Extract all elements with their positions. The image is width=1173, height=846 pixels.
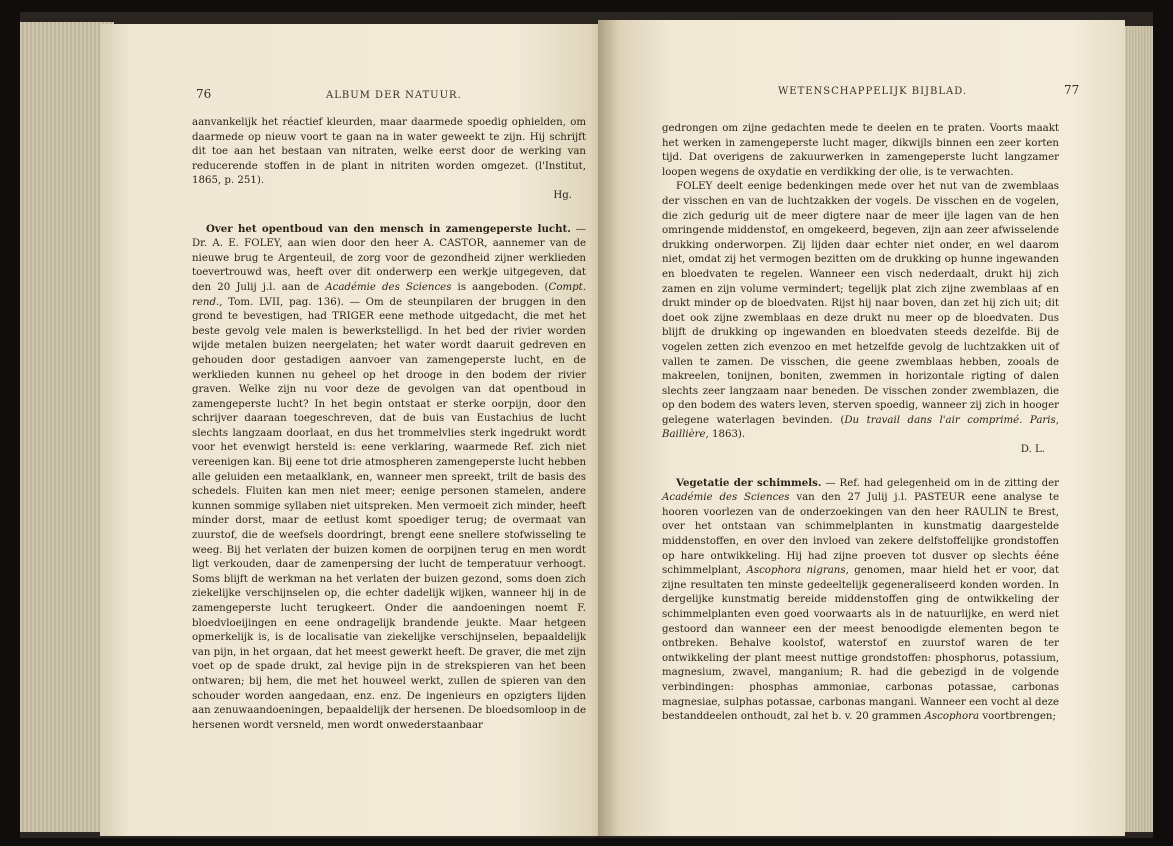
running-head: WETENSCHAPPELIJK BIJBLAD. — [778, 86, 968, 97]
running-head: ALBUM DER NATUUR. — [326, 90, 462, 101]
italic-text: Compt. rend. — [192, 281, 586, 308]
open-book — [20, 12, 1153, 838]
author-signature: D. L. — [1020, 444, 1045, 456]
italic-text: Académie des Sciences — [325, 281, 452, 293]
paragraph-text: aanvankelijk het réactief kleurden, maar daarmede spoedig ophielden, om daarmede op nieuw voort te gaan na in water geweekt te zijn. Hij schrijft dit toe aan het bestaan van nitraten, welke eerst door de werking van reducerende stoffen in de plant in nitriten worden omgezet. (l'Institut, 1865, p. 251). — [192, 117, 586, 187]
left-page-body — [192, 116, 586, 733]
paragraph-text: 1863). — [708, 429, 746, 441]
paragraph-text: is aangeboden. ( — [451, 281, 549, 293]
author-name: FOLEY — [676, 181, 713, 193]
article-paragraph — [662, 476, 1059, 725]
right-page — [598, 20, 1125, 836]
article-heading: Over het opentboud van den mensch in zamengeperste lucht. — [206, 222, 571, 235]
right-page-body — [662, 122, 1059, 725]
article-paragraph — [192, 222, 586, 734]
paragraph — [192, 116, 586, 189]
left-page — [100, 24, 616, 836]
author-signature: Hg. — [553, 189, 572, 201]
italic-text: Académie des Sciences — [662, 492, 790, 504]
article-heading: Vegetatie der schimmels. — [676, 476, 822, 489]
paragraph-text: van den 27 Julij j.l. PASTEUR eene analyse te hooren voorlezen van de onderzoekingen van den heer RAULIN te Brest, over het ontstaan van schimmelplanten in kunstmatig daargestelde middenstoffen, en over den invloed van zekere delfstoffelijke grondstoffen op hare ontwikkeling. Hij had zijne proeven tot dusver op slechts ééne schimmelplant, — [662, 492, 1059, 577]
paragraph-text: deelt eenige bedenkingen mede over het nut van de zwemblaas der visschen en van de luchtzakken der vogels. De visschen en de vogelen, die zich gedurig uit de meer digtere naar de meer ijle lagen van de hen omringende middenstof, en omgekeerd, begeven, zijn aan zeer afwisselende drukking onderworpen. Zij lijden daar echter niet onder, en wel daarom niet, omdat zij het vermogen bezitten om de drukking op hunne ingewanden en bloedvaten te regelen. Wanneer een visch nederdaalt, drukt hij zich zamen en zijn volume vermindert; tegelijk plat zich zijne zwemblaas af en drukt minder op de bloedvaten. Rijst hij naar boven, dan zet hij zich uit; dit doet ook zijne zwemblaas en deze drukt nu meer op de bloedvaten. Dus blijft de drukking op ingewanden en bloedvaten steeds dezelfde. Bij de vogelen zetten zich evenzoo en met hetzelfde gevolg de luchtzakken uit of vallen te zamen. De visschen, die geene zwemblaas hebben, zooals de makreelen, tonijnen, boniten, zwemmen in horizontale rigting of dalen slechts zeer langzaam naar beneden. De visschen zonder zwemblazen, die op den bodem des waters leven, sterven spoedig, wanneer zij zich in hooger gelegene waterlagen bevinden. ( — [662, 181, 1059, 426]
paragraph-text: — Dr. A. E. FOLEY, aan wien door den heer A. CASTOR, aannemer van de nieuwe brug te Argenteuil, de zorg voor de gezondheid zijner werklieden toevertrouwd was, heeft over dit onderwerp een werkje uitgegeven, dat den 20 Julij j.l. aan de — [192, 223, 586, 293]
paragraph-text: voortbrengen; — [979, 711, 1056, 723]
paragraph-text: , genomen, maar hield het er voor, dat zijne resultaten ten minste gedeeltelijk gegeneraliseerd konden worden. In dergelijke kunstmatig bereide middenstoffen ging de ontwikkeling der schimmelplanten even goed voorwaarts als in de natuurlijke, en werd niet gestoord dan wanneer een der meest benoodigde elementen begon te ontbreken. Behalve koolstof, waterstof en zuurstof waren de ter ontwikkeling der plant meest nuttige grondstoffen: phosphorus, potassium, magnesium, zwavel, manganium; R. had die gebezigd in de volgende verbindingen: phosphas ammoniae, carbonas potassae, carbonas magnesiae, sulphas potassae, carbonas mangani. Wanneer een vocht al deze bestanddeelen onthoudt, zal het b. v. 20 grammen — [662, 565, 1059, 723]
italic-text: Du travail dans l'air comprimé. Paris, Baillière, — [662, 414, 1059, 441]
page-number: 77 — [1064, 83, 1080, 97]
italic-text: Ascophora — [924, 711, 980, 723]
paragraph-text: , Tom. LVII, pag. 136). — Om de steunpilaren der bruggen in den grond te bevestigen, had TRIGER eene methode uitgedacht, die met het beste gevolg vele malen is bewerkstelligd. In het bed der rivier worden wijde metalen buizen neergelaten; het water wordt daaruit gedreven en gehouden door gestadigen aanvoer van zamengeperste lucht, en de werklieden kunnen nu geheel op het drooge in den bodem der rivier graven. Welke zijn nu voor deze de gevolgen van dat opentboud in zamengeperste lucht? In het begin ontstaat er sterke oorpijn, door den schrijver daaraan toegeschreven, dat de buis van Eustachius de lucht slechts langzaam doorlaat, en dus het trommelvlies sterk ingedrukt wordt voor het evenwigt hersteld is: eene verklaring, waarmede Ref. zich niet vereenigen kan. Bij eene tot drie atmospheren zamengeperste lucht hebben alle geluiden een metaalklank, en, wanneer men spreekt, trilt de basis des schedels. Fluiten kan men niet meer; eenige personen stamelen, andere kunnen sommige syllaben niet uitspreken. Men vermoeit zich minder, heeft minder dorst, maar de eetlust komt spoediger terug; de overmaat van zuurstof, die de weefsels doordringt, brengt eene snellere stofwisseling te weeg. Bij het verlaten der buizen komen de oorpijnen terug en men wordt ligt verkouden, daar de zamenpersing der lucht de temperatuur verhoogt. Soms blijft de werkman na het verlaten der buizen gezond, soms doen zich ziekelijke verschijnselen op, die echter dadelijk wijken, wanneer hij in de zamengeperste lucht terugkeert. Onder die aandoeningen noemt F. bloedvloeijingen en eene ondragelijk brandende jeukte. Maar hetgeen opmerkelijk is, is de localisatie van ziekelijke verschijnselen, bepaaldelijk van pijn, in het orgaan, dat het meest gewerkt heeft. De graver, die met zijn voet op de spade drukt, zal hevige pijn in de strekspieren van het been ontwaren; bij hem, die met het houweel werkt, zullen de spieren van den schouder worden aangedaan, enz. enz. De ingenieurs en opzigters lijden aan zenuwaandoeningen, bepaaldelijk der hersenen. De bloedsomloop in de hersenen wordt versneld, men wordt onwederstaanbaar — [192, 296, 586, 731]
paragraph-text: gedrongen om zijne gedachten mede te deelen en te praten. Voorts maakt het werken in zamengeperste lucht mager, dikwijls binnen een zeer korten tijd. Dat overigens de zakuurwerken in zamengeperste lucht langzamer loopen wegens de oxydatie en verdikking der olie, is te verwachten. — [662, 123, 1059, 178]
paragraph-text: — Ref. had gelegenheid om in de zitting der — [821, 477, 1059, 489]
page-number: 76 — [196, 87, 212, 101]
italic-text: Ascophora nigrans — [746, 565, 846, 577]
paragraph — [662, 122, 1059, 180]
page-stack-right — [1125, 26, 1153, 832]
paragraph — [662, 180, 1059, 443]
